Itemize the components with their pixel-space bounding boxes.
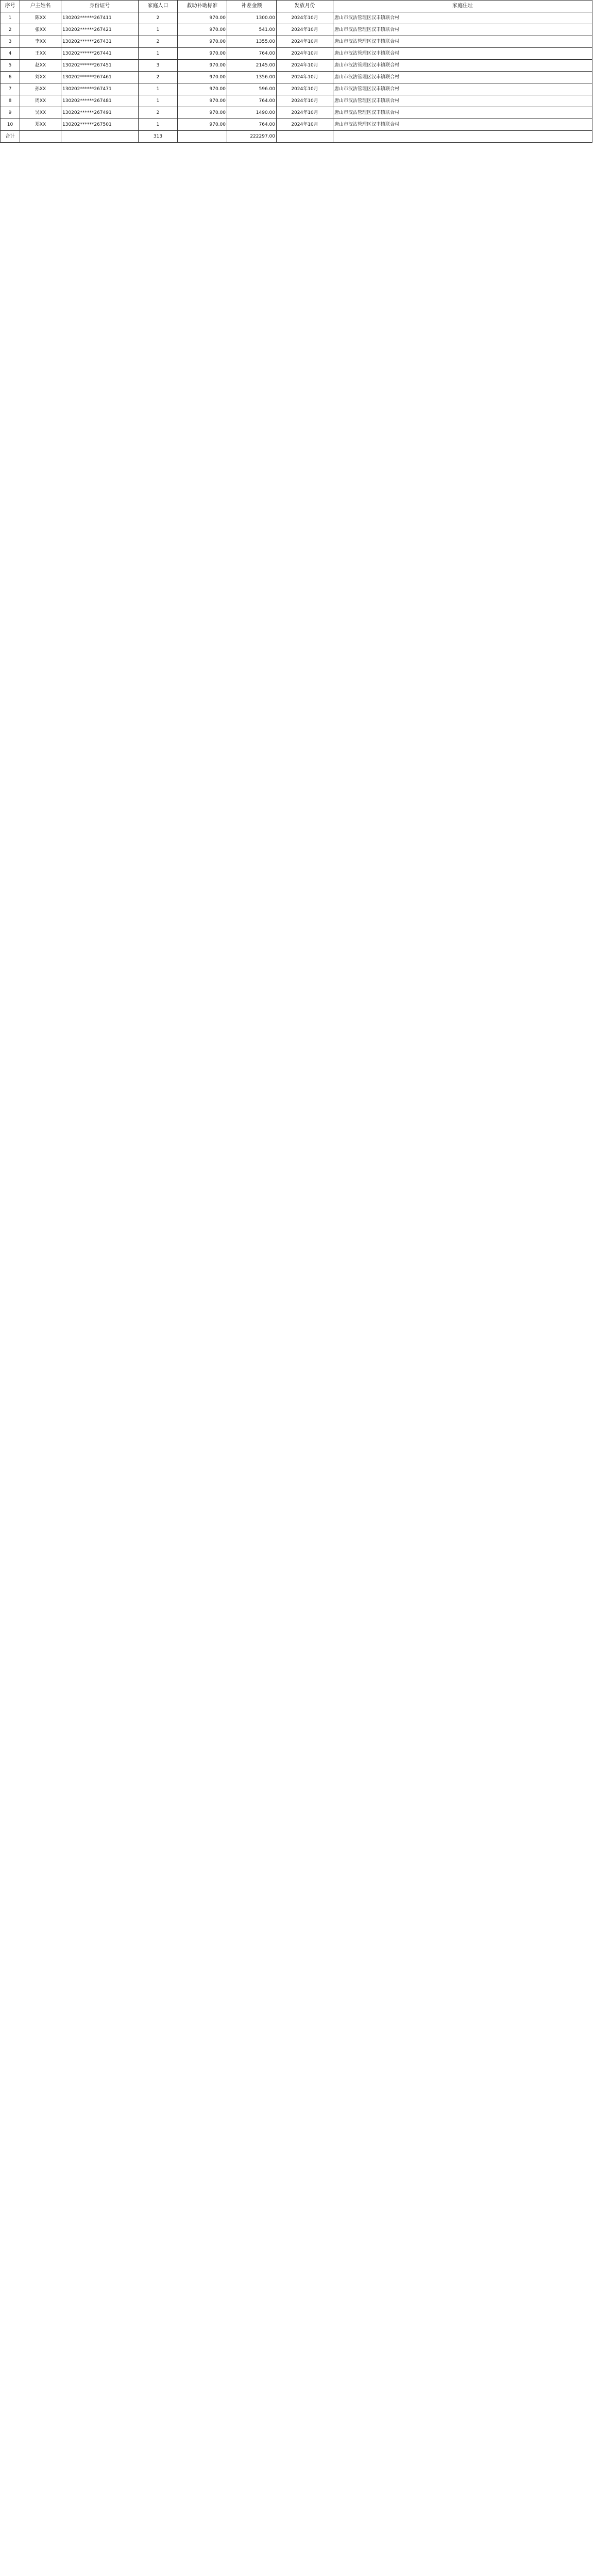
total-row (1, 131, 592, 143)
row-name: 陈XX (20, 12, 61, 24)
row-id: 130202******267441 (61, 48, 139, 60)
row-amount: 764.00 (227, 95, 277, 107)
total-empty (178, 131, 227, 143)
row-standard: 970.00 (178, 72, 227, 83)
col-month: 发放月份 (277, 1, 333, 12)
row-amount: 1355.00 (227, 36, 277, 48)
table-row (1, 60, 592, 72)
row-name: 刘XX (20, 72, 61, 83)
row-month: 2024年10月 (277, 36, 333, 48)
row-population: 2 (139, 12, 178, 24)
col-amount: 补差金额 (227, 1, 277, 12)
total-empty (61, 131, 139, 143)
row-address: 唐山市汉沽管理区汉丰镇联合村 (333, 48, 592, 60)
table-row (1, 95, 592, 107)
row-address: 唐山市汉沽管理区汉丰镇联合村 (333, 83, 592, 95)
row-month: 2024年10月 (277, 12, 333, 24)
row-id: 130202******267451 (61, 60, 139, 72)
row-id: 130202******267431 (61, 36, 139, 48)
row-standard: 970.00 (178, 24, 227, 36)
row-population: 2 (139, 107, 178, 119)
total-empty (277, 131, 333, 143)
row-address: 唐山市汉沽管理区汉丰镇联合村 (333, 12, 592, 24)
relief-table (0, 0, 592, 143)
row-standard: 970.00 (178, 36, 227, 48)
row-id: 130202******267421 (61, 24, 139, 36)
row-index: 8 (1, 95, 20, 107)
row-address: 唐山市汉沽管理区汉丰镇联合村 (333, 72, 592, 83)
table-row (1, 119, 592, 131)
row-month: 2024年10月 (277, 48, 333, 60)
col-address: 家庭住址 (333, 1, 592, 12)
row-amount: 764.00 (227, 119, 277, 131)
row-standard: 970.00 (178, 119, 227, 131)
total-population: 313 (139, 131, 178, 143)
row-amount: 1356.00 (227, 72, 277, 83)
row-name: 郑XX (20, 119, 61, 131)
row-population: 3 (139, 60, 178, 72)
row-address: 唐山市汉沽管理区汉丰镇联合村 (333, 36, 592, 48)
row-id: 130202******267461 (61, 72, 139, 83)
row-month: 2024年10月 (277, 95, 333, 107)
table-row (1, 24, 592, 36)
row-amount: 596.00 (227, 83, 277, 95)
table-body (1, 12, 592, 143)
row-index: 6 (1, 72, 20, 83)
table-row (1, 107, 592, 119)
row-index: 1 (1, 12, 20, 24)
row-address: 唐山市汉沽管理区汉丰镇联合村 (333, 119, 592, 131)
row-index: 9 (1, 107, 20, 119)
table-row (1, 36, 592, 48)
row-population: 2 (139, 36, 178, 48)
table-row (1, 48, 592, 60)
row-standard: 970.00 (178, 48, 227, 60)
col-name: 户主姓名 (20, 1, 61, 12)
total-amount: 222297.00 (227, 131, 277, 143)
row-index: 3 (1, 36, 20, 48)
row-name: 李XX (20, 36, 61, 48)
row-name: 吴XX (20, 107, 61, 119)
col-index: 序号 (1, 1, 20, 12)
row-name: 王XX (20, 48, 61, 60)
row-month: 2024年10月 (277, 107, 333, 119)
row-index: 4 (1, 48, 20, 60)
total-empty (20, 131, 61, 143)
total-empty (333, 131, 592, 143)
row-index: 5 (1, 60, 20, 72)
row-name: 孙XX (20, 83, 61, 95)
row-month: 2024年10月 (277, 119, 333, 131)
row-standard: 970.00 (178, 83, 227, 95)
table-row (1, 72, 592, 83)
row-month: 2024年10月 (277, 72, 333, 83)
row-month: 2024年10月 (277, 60, 333, 72)
row-population: 1 (139, 48, 178, 60)
row-index: 10 (1, 119, 20, 131)
row-amount: 764.00 (227, 48, 277, 60)
row-standard: 970.00 (178, 60, 227, 72)
row-amount: 1300.00 (227, 12, 277, 24)
row-name: 赵XX (20, 60, 61, 72)
col-standard: 救助补助标准 (178, 1, 227, 12)
row-population: 1 (139, 24, 178, 36)
table-row (1, 83, 592, 95)
row-id: 130202******267501 (61, 119, 139, 131)
table-header (1, 1, 592, 12)
row-amount: 541.00 (227, 24, 277, 36)
row-amount: 2145.00 (227, 60, 277, 72)
row-name: 周XX (20, 95, 61, 107)
row-population: 1 (139, 119, 178, 131)
table-row (1, 12, 592, 24)
row-standard: 970.00 (178, 95, 227, 107)
row-population: 1 (139, 95, 178, 107)
row-month: 2024年10月 (277, 24, 333, 36)
col-id: 身份证号 (61, 1, 139, 12)
row-month: 2024年10月 (277, 83, 333, 95)
total-label: 合计 (1, 131, 20, 143)
row-standard: 970.00 (178, 12, 227, 24)
row-index: 2 (1, 24, 20, 36)
row-name: 张XX (20, 24, 61, 36)
row-population: 2 (139, 72, 178, 83)
row-amount: 1490.00 (227, 107, 277, 119)
row-id: 130202******267471 (61, 83, 139, 95)
row-standard: 970.00 (178, 107, 227, 119)
row-address: 唐山市汉沽管理区汉丰镇联合村 (333, 95, 592, 107)
row-population: 1 (139, 83, 178, 95)
row-id: 130202******267411 (61, 12, 139, 24)
row-address: 唐山市汉沽管理区汉丰镇联合村 (333, 60, 592, 72)
row-id: 130202******267481 (61, 95, 139, 107)
row-address: 唐山市汉沽管理区汉丰镇联合村 (333, 24, 592, 36)
col-population: 家庭人口 (139, 1, 178, 12)
row-address: 唐山市汉沽管理区汉丰镇联合村 (333, 107, 592, 119)
row-index: 7 (1, 83, 20, 95)
row-id: 130202******267491 (61, 107, 139, 119)
